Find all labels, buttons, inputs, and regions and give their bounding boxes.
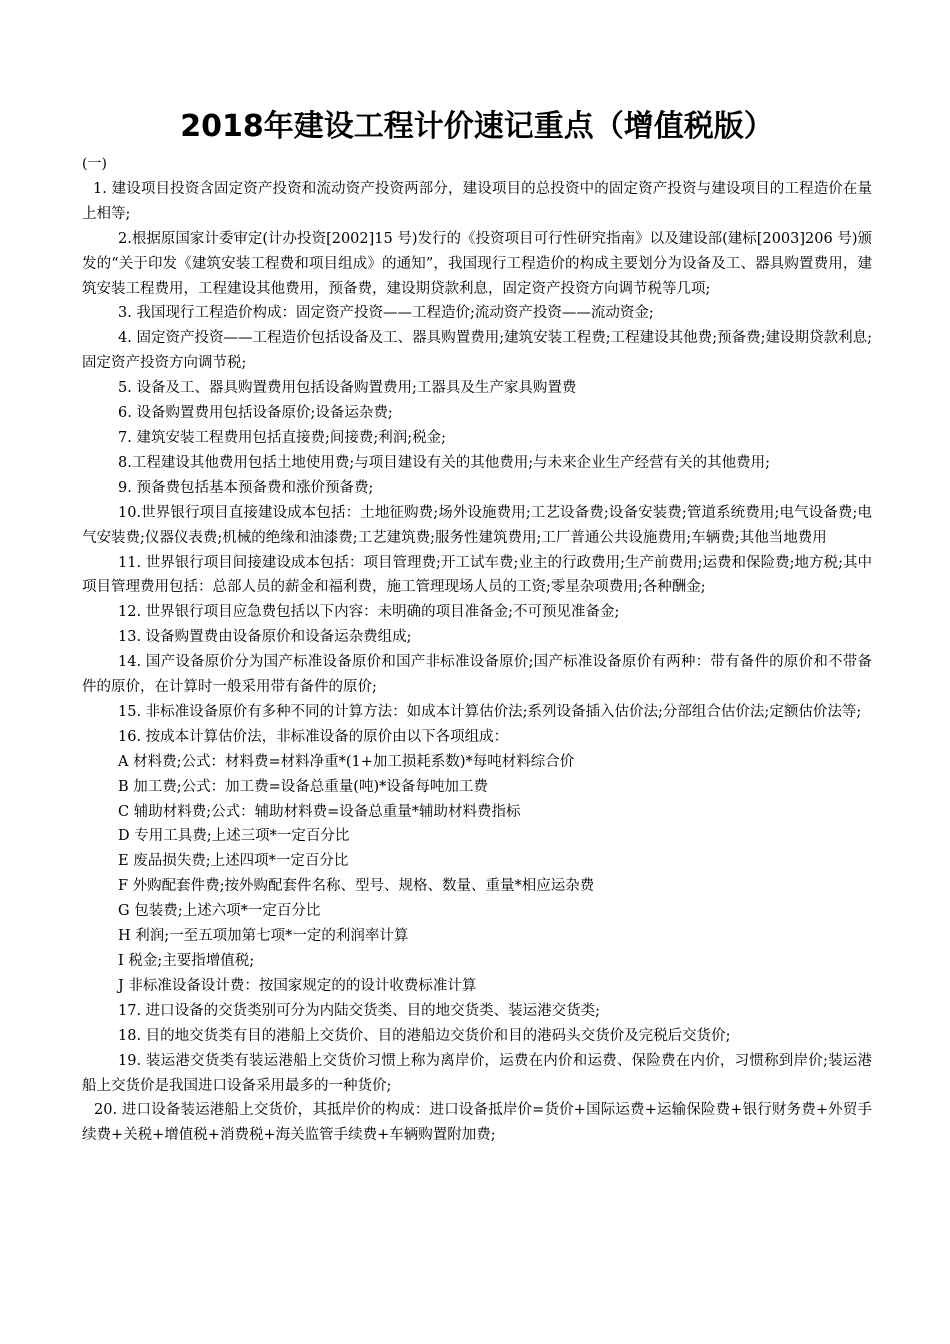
paragraph-3: 3. 我国现行工程造价构成：固定资产投资——工程造价;流动资产投资——流动资金; xyxy=(118,305,654,322)
paragraph-20: 20. 进口设备装运港船上交货价，其抵岸价的构成：进口设备抵岸价=货价+国际运费+运输保险费+银行财务费+外贸手续费+关税+增值税+消费税+海关监管手续费+车辆购置附加费; xyxy=(82,1102,872,1144)
sub-item-e: E 废品损失费;上述四项*一定百分比 xyxy=(118,853,349,870)
paragraph-4: 4. 固定资产投资——工程造价包括设备及工、器具购置费用;建筑安装工程费;工程建设其他费;预备费;建设期贷款利息;固定资产投资方向调节税; xyxy=(82,330,872,372)
paragraph-7: 7. 建筑安装工程费用包括直接费;间接费;利润;税金; xyxy=(118,429,446,446)
document-page xyxy=(82,102,872,1148)
paragraph-1: 1. 建设项目投资含固定资产投资和流动资产投资两部分，建设项目的总投资中的固定资产投资与建设项目的工程造价在量上相等; xyxy=(82,180,872,222)
paragraph-19: 19. 装运港交货类有装运港船上交货价习惯上称为离岸价，运费在内价和运费、保险费在内价，习惯称到岸价;装运港船上交货价是我国进口设备采用最多的一种货价; xyxy=(82,1052,872,1094)
sub-item-h: H 利润;一至五项加第七项*一定的利润率计算 xyxy=(118,928,409,945)
paragraph-11: 11. 世界银行项目间接建设成本包括：项目管理费;开工试车费;业主的行政费用;生产前费用;运费和保险费;地方税;其中项目管理费用包括：总部人员的薪金和福利费，施工管理现场人员的工资;零星杂项费用;各种酬金; xyxy=(82,554,872,596)
paragraph-2: 2.根据原国家计委审定(计办投资[2002]15 号)发行的《投资项目可行性研究指南》以及建设部(建标[2003]206 号)颁发的“关于印发《建筑安装工程费和项目组成》的通知”，我国现行工程造价的构成主要划分为设备及工、器具购置费用，建筑安装工程费用，工程建设其他费用，预备费，建设期贷款利息，固定资产投资方向调节税等几项; xyxy=(82,230,872,297)
paragraph-12: 12. 世界银行项目应急费包括以下内容：未明确的项目准备金;不可预见准备金; xyxy=(118,604,620,621)
paragraph-6: 6. 设备购置费用包括设备原价;设备运杂费; xyxy=(118,405,393,422)
sub-item-d: D 专用工具费;上述三项*一定百分比 xyxy=(118,828,350,845)
paragraph-13: 13. 设备购置费由设备原价和设备运杂费组成; xyxy=(118,629,412,646)
paragraph-9: 9. 预备费包括基本预备费和涨价预备费; xyxy=(118,479,374,496)
paragraph-16: 16. 按成本计算估价法，非标准设备的原价由以下各项组成： xyxy=(118,728,509,745)
sub-item-j: J 非标准设备设计费：按国家规定的的设计收费标准计算 xyxy=(118,977,477,994)
paragraph-14: 14. 国产设备原价分为国产标准设备原价和国产非标准设备原价;国产标准设备原价有两种：带有备件的原价和不带备件的原价，在计算时一般采用带有备件的原价; xyxy=(82,654,872,696)
paragraph-5: 5. 设备及工、器具购置费用包括设备购置费用;工器具及生产家具购置费 xyxy=(118,380,577,397)
document-title: 2018年建设工程计价速记重点（增值税版） xyxy=(180,109,774,144)
paragraph-15: 15. 非标准设备原价有多种不同的计算方法：如成本计算估价法;系列设备插入估价法;分部组合估价法;定额估价法等; xyxy=(118,703,862,720)
section-number: (一) xyxy=(82,156,107,172)
sub-item-i: I 税金;主要指增值税; xyxy=(118,953,255,969)
paragraph-10: 10.世界银行项目直接建设成本包括：土地征购费;场外设施费用;工艺设备费;设备安装费;管道系统费用;电气设备费;电气安装费;仪器仪表费;机械的绝缘和油漆费;工艺建筑费;服务性建筑费用;工厂普通公共设施费用;车辆费;其他当地费用 xyxy=(82,504,872,546)
paragraph-8: 8.工程建设其他费用包括土地使用费;与项目建设有关的其他费用;与未来企业生产经营有关的其他费用; xyxy=(118,454,770,471)
sub-item-c: C 辅助材料费;公式：辅助材料费=设备总重量*辅助材料费指标 xyxy=(118,803,521,820)
sub-item-a: A 材料费;公式：材料费=材料净重*(1+加工损耗系数)*每吨材料综合价 xyxy=(118,753,575,770)
paragraph-18: 18. 目的地交货类有目的港船上交货价、目的港船边交货价和目的港码头交货价及完税后交货价; xyxy=(118,1027,731,1044)
sub-item-b: B 加工费;公式：加工费=设备总重量(吨)*设备每吨加工费 xyxy=(118,778,488,795)
sub-item-f: F 外购配套件费;按外购配套件名称、型号、规格、数量、重量*相应运杂费 xyxy=(118,878,595,895)
paragraph-17: 17. 进口设备的交货类别可分为内陆交货类、目的地交货类、装运港交货类; xyxy=(118,1002,601,1019)
sub-item-g: G 包装费;上述六项*一定百分比 xyxy=(118,903,321,920)
